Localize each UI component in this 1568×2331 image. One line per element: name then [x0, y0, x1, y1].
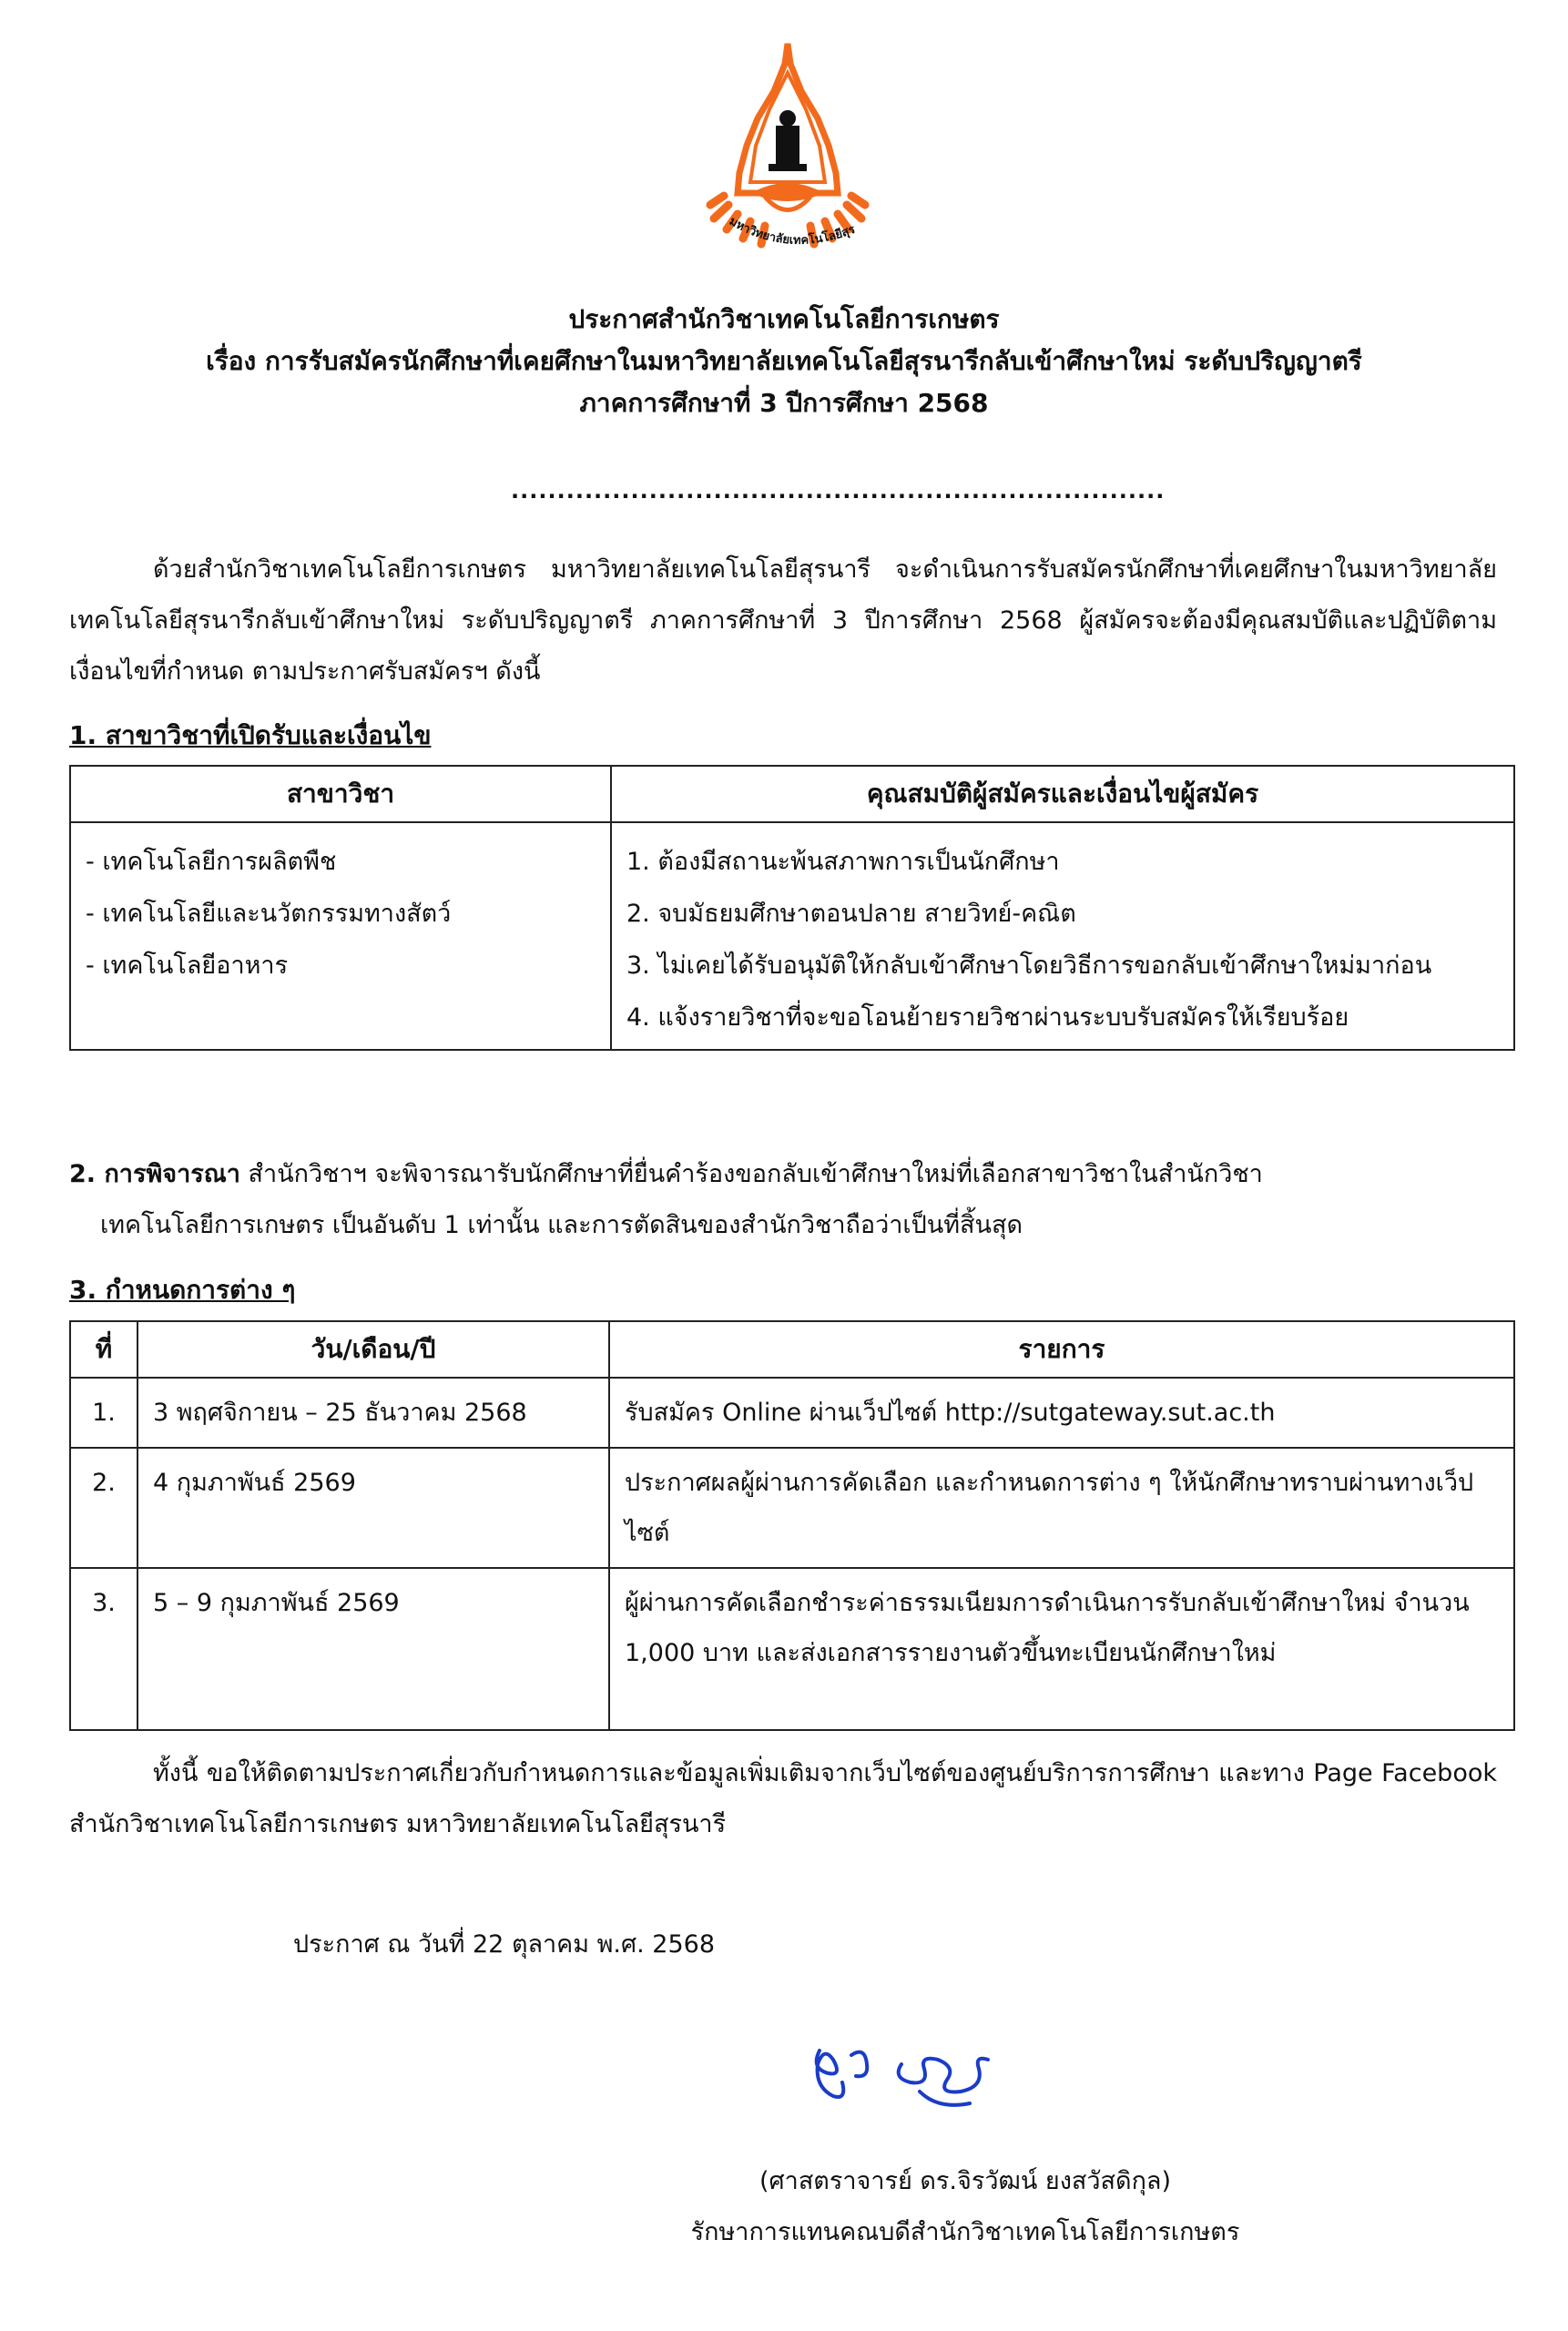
table-row: [70, 822, 1514, 1050]
majors-header: สาขาวิชา: [70, 766, 611, 822]
signer-name: (ศาสตราจารย์ ดร.จิรวัฒน์ ยงสวัสดิกุล): [759, 2167, 1171, 2195]
item-header: รายการ: [609, 1321, 1514, 1378]
major-item: - เทคโนโลยีอาหาร: [86, 952, 289, 980]
table-header-row: [70, 766, 1514, 822]
table-header-row: [70, 1321, 1514, 1378]
handwritten-signature: [801, 2023, 1002, 2123]
table-row: [70, 1448, 1514, 1568]
announcement-header: [0, 299, 1568, 424]
signer-block: [510, 2156, 1420, 2258]
announcement-term: ภาคการศึกษาที่ 3 ปีการศึกษา 2568: [579, 388, 989, 418]
signer-position: รักษาการแทนคณบดีสำนักวิชาเทคโนโลยีการเกษตร: [690, 2218, 1240, 2246]
university-logo: [674, 36, 901, 264]
condition-item: 2. จบมัธยมศึกษาตอนปลาย สายวิทย์-คณิต: [626, 900, 1076, 928]
section1-title: 1. สาขาวิชาที่เปิดรับและเงื่อนไข: [69, 720, 432, 750]
announcement-title: ประกาศสำนักวิชาเทคโนโลยีการเกษตร: [568, 304, 1000, 334]
row-item: ประกาศผลผู้ผ่านการคัดเลือก และกำหนดการต่าง ๆ ให้นักศึกษาทราบผ่านทางเว็ปไซต์: [609, 1448, 1514, 1568]
row-date: 4 กุมภาพันธ์ 2569: [137, 1448, 609, 1568]
header-separator: .......................................................................: [511, 478, 1166, 504]
row-no: 3.: [70, 1568, 137, 1730]
no-header: ที่: [70, 1321, 137, 1378]
intro-paragraph: [69, 545, 1497, 697]
major-item: - เทคโนโลยีการผลิตพืช: [86, 848, 337, 876]
closing-text: ทั้งนี้ ขอให้ติดตามประกาศเกี่ยวกับกำหนดการและข้อมูลเพิ่มเติมจากเว็บไซต์ของศูนย์บริการการศึกษา และทาง Page Facebook สำนักวิชาเทคโนโลยีการเกษตร มหาวิทยาลัยเทคโนโลยีสุรนารี: [69, 1759, 1497, 1838]
section2: [69, 1149, 1490, 1251]
logo-text: มหาวิทยาลัยเทคโนโลยีสุร: [727, 214, 858, 248]
row-date: 3 พฤศจิกายน – 25 ธันวาคม 2568: [137, 1378, 609, 1448]
university-seal-icon: [674, 36, 901, 264]
schedule-table: [69, 1320, 1515, 1731]
announcement-subject: เรื่อง การรับสมัครนักศึกษาที่เคยศึกษาในมหาวิทยาลัยเทคโนโลยีสุรนารีกลับเข้าศึกษาใหม่ ระดับปริญญาตรี: [206, 346, 1362, 376]
condition-item: 3. ไม่เคยได้รับอนุมัติให้กลับเข้าศึกษาโดยวิธีการขอกลับเข้าศึกษาใหม่มาก่อน: [626, 952, 1432, 980]
row-date: 5 – 9 กุมภาพันธ์ 2569: [137, 1568, 609, 1730]
section2-text-line1: สำนักวิชาฯ จะพิจารณารับนักศึกษาที่ยื่นคำร้องขอกลับเข้าศึกษาใหม่ที่เลือกสาขาวิชาในสำนักวิชา: [248, 1160, 1263, 1188]
section2-text-line2: เทคโนโลยีการเกษตร เป็นอันดับ 1 เท่านั้น และการตัดสินของสำนักวิชาถือว่าเป็นที่สิ้นสุด: [100, 1211, 1023, 1239]
conditions-header: คุณสมบัติผู้สมัครและเงื่อนไขผู้สมัคร: [611, 766, 1514, 822]
row-no: 1.: [70, 1378, 137, 1448]
announcement-date: ประกาศ ณ วันที่ 22 ตุลาคม พ.ศ. 2568: [293, 1930, 716, 1959]
row-no: 2.: [70, 1448, 137, 1568]
majors-cell: [70, 822, 611, 1050]
majors-table: [69, 765, 1515, 1051]
section3-title: 3. กำหนดการต่าง ๆ: [69, 1275, 296, 1305]
date-header: วัน/เดือน/ปี: [137, 1321, 609, 1378]
major-item: - เทคโนโลยีและนวัตกรรมทางสัตว์: [86, 900, 452, 928]
table-row: [70, 1568, 1514, 1730]
conditions-cell: [611, 822, 1514, 1050]
table-row: [70, 1378, 1514, 1448]
condition-item: 1. ต้องมีสถานะพ้นสภาพการเป็นนักศึกษา: [626, 848, 1060, 876]
closing-paragraph: [69, 1748, 1497, 1850]
row-item: ผู้ผ่านการคัดเลือกชำระค่าธรรมเนียมการดำเนินการรับกลับเข้าศึกษาใหม่ จำนวน 1,000 บาท และส่งเอกสารรายงานตัวขึ้นทะเบียนนักศึกษาใหม่: [609, 1568, 1514, 1730]
condition-item: 4. แจ้งรายวิชาที่จะขอโอนย้ายรายวิชาผ่านระบบรับสมัครให้เรียบร้อย: [626, 1003, 1349, 1032]
row-item: รับสมัคร Online ผ่านเว็ปไซต์ http://sutgateway.sut.ac.th: [609, 1378, 1514, 1448]
section2-label: 2. การพิจารณา: [69, 1160, 240, 1188]
intro-text: ด้วยสำนักวิชาเทคโนโลยีการเกษตร มหาวิทยาลัยเทคโนโลยีสุรนารี จะดำเนินการรับสมัครนักศึกษาที่เคยศึกษาในมหาวิทยาลัยเทคโนโลยีสุรนารีกลับเข้าศึกษาใหม่ ระดับปริญญาตรี ภาคการศึกษาที่ 3 ปีการศึกษา 2568 ผู้สมัครจะต้องมีคุณสมบัติและปฏิบัติตามเงื่อนไขที่กำหนด ตามประกาศรับสมัครฯ ดังนี้: [69, 555, 1497, 686]
